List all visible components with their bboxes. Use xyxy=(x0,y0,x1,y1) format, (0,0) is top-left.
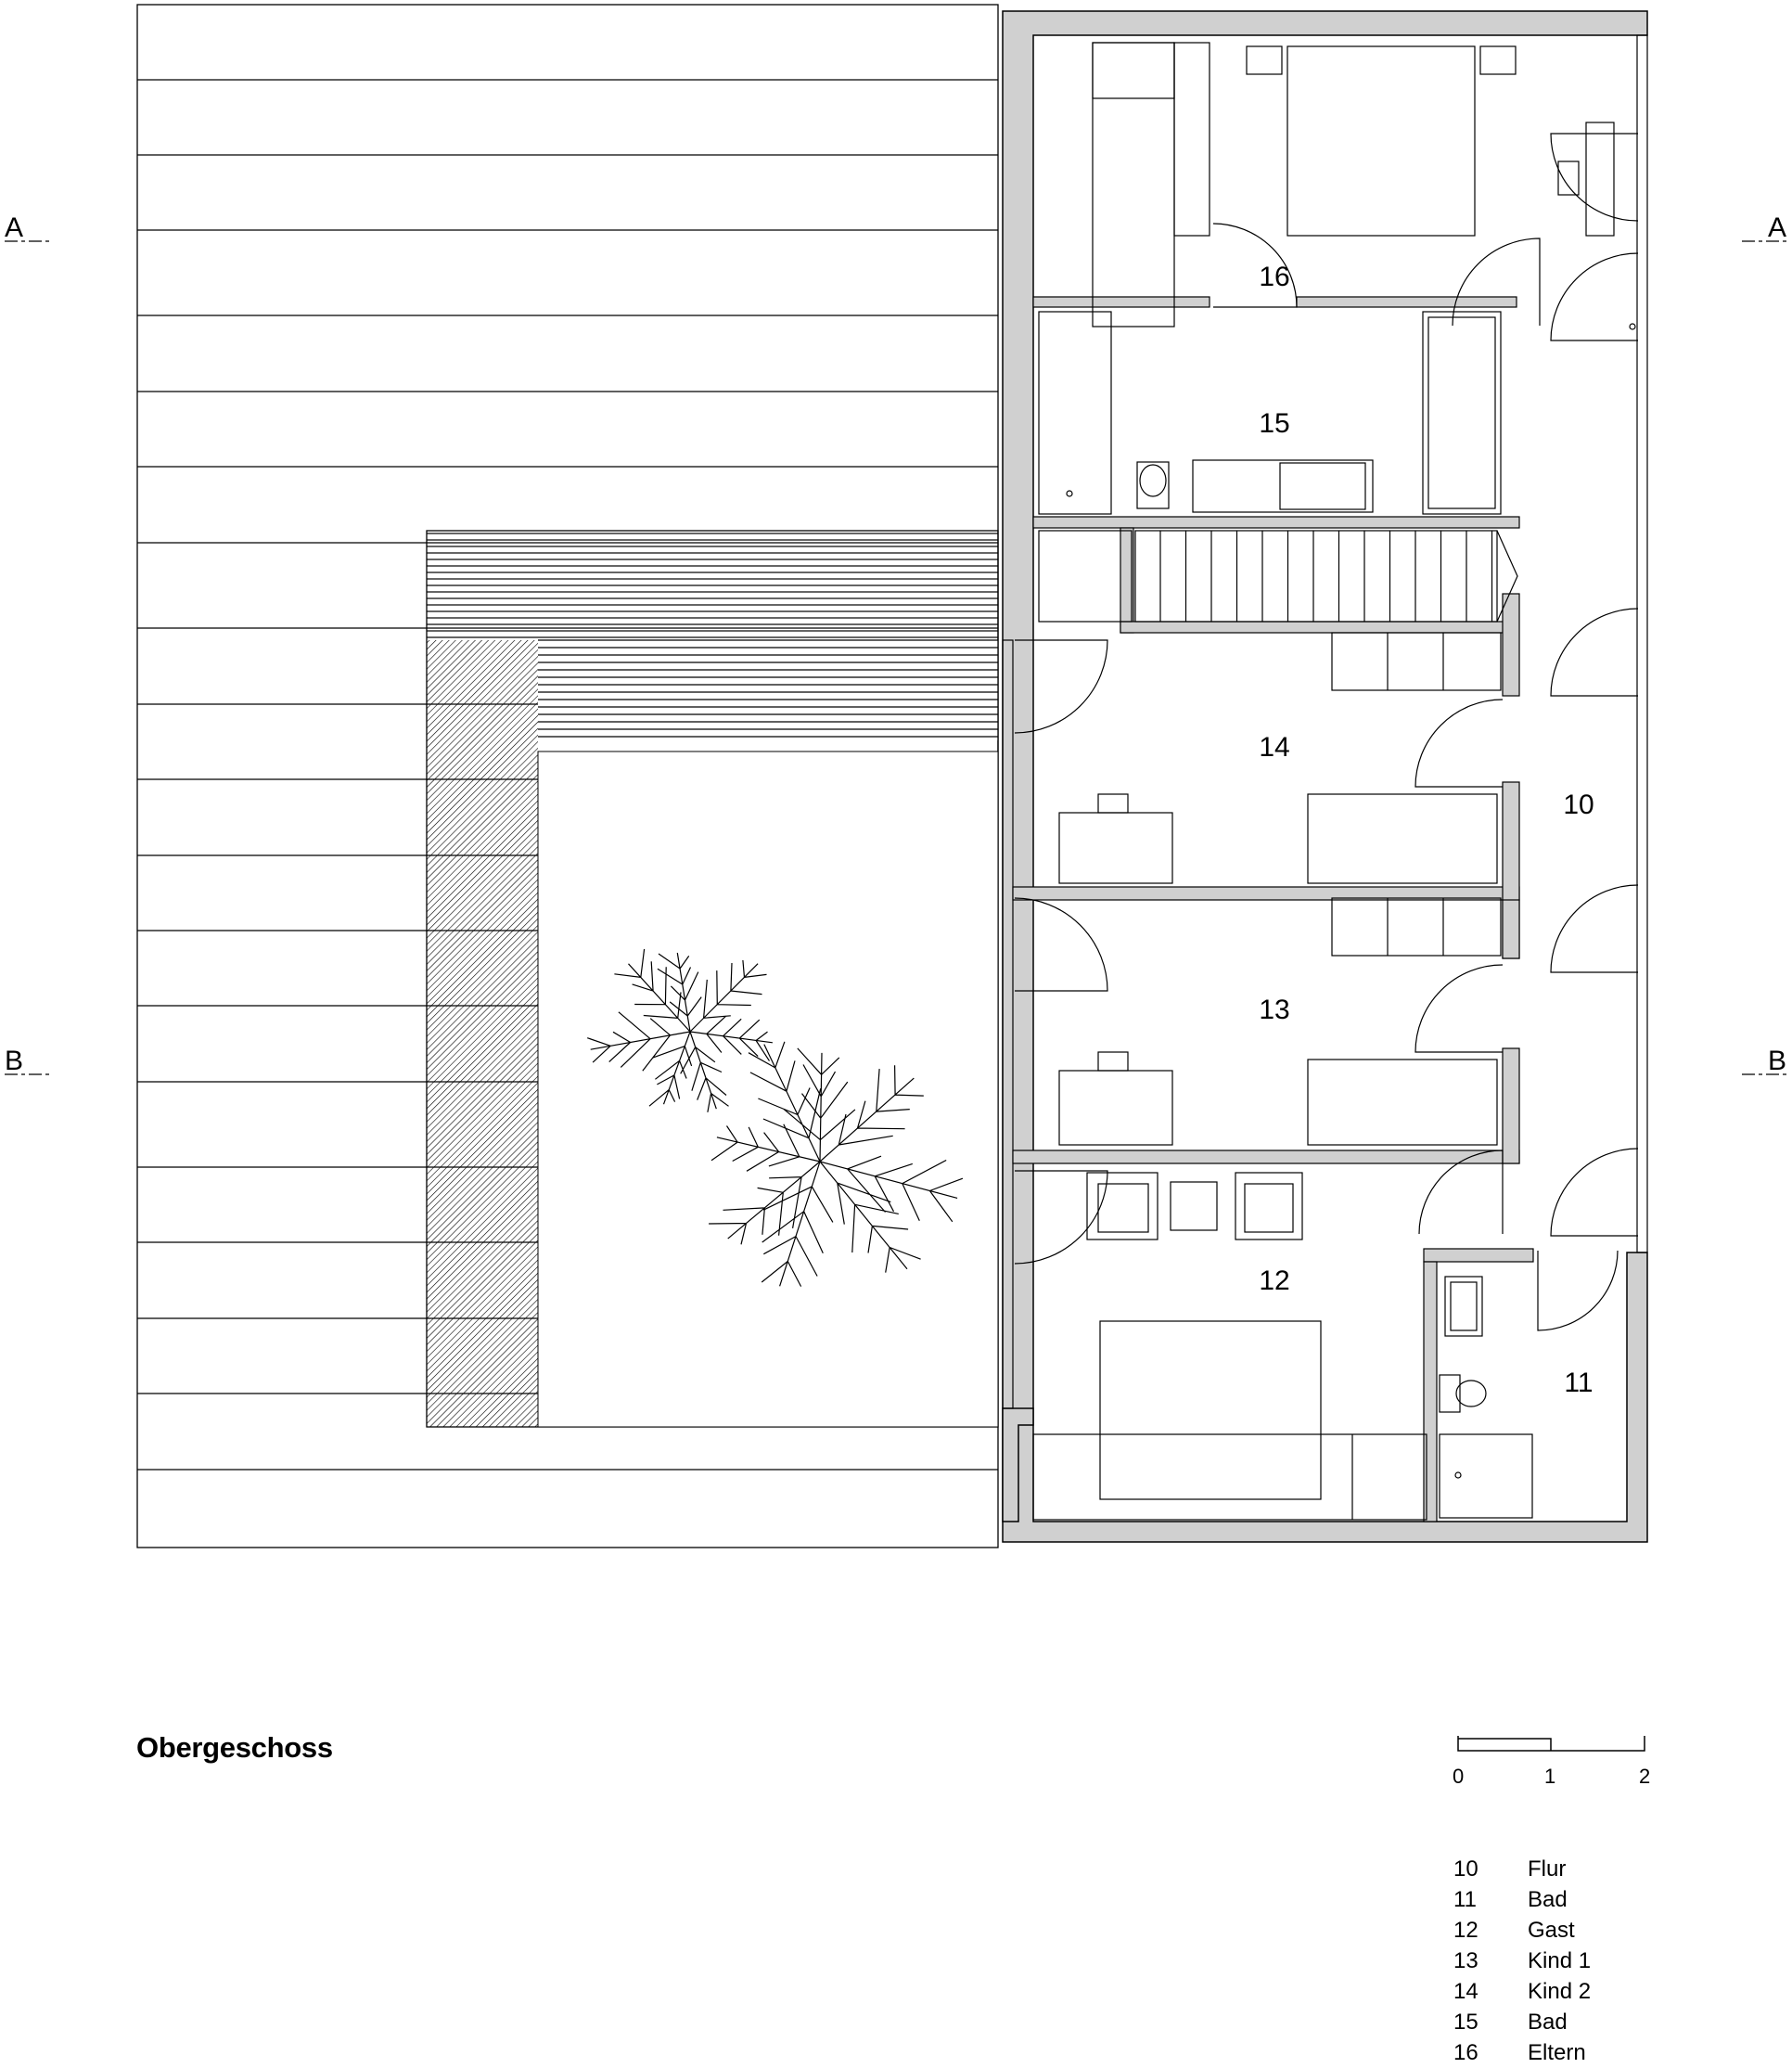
fixture xyxy=(1630,324,1635,329)
armchair-seat xyxy=(1245,1184,1293,1232)
room-number-11: 11 xyxy=(1564,1368,1594,1398)
room-number-16: 16 xyxy=(1259,262,1290,292)
toilet xyxy=(1137,462,1169,508)
room-labels xyxy=(1259,262,1594,1398)
side-table xyxy=(1171,1182,1217,1230)
room-number-13: 13 xyxy=(1259,995,1290,1025)
sideboard xyxy=(1033,1434,1427,1520)
chair xyxy=(1098,794,1128,813)
legend-name: Kind 2 xyxy=(1528,1979,1592,2004)
room-number-14: 14 xyxy=(1259,732,1290,763)
door-swing xyxy=(1415,965,1503,1052)
door-swing xyxy=(1551,1149,1638,1236)
room-number-15: 15 xyxy=(1259,408,1290,439)
chair xyxy=(1098,1052,1128,1071)
wardrobe xyxy=(1174,43,1210,236)
bathtub-inner xyxy=(1428,317,1495,508)
section-marker-b-right: B xyxy=(1768,1046,1787,1076)
legend-name: Gast xyxy=(1528,1918,1575,1943)
desk xyxy=(1059,813,1172,883)
section-marker-b-left: B xyxy=(5,1046,24,1076)
door-swing xyxy=(1551,885,1638,972)
basin xyxy=(1280,463,1365,509)
legend-number: 13 xyxy=(1453,1948,1478,1973)
nightstand xyxy=(1247,46,1282,74)
desk xyxy=(1586,122,1614,236)
legend-number: 10 xyxy=(1453,1856,1478,1882)
legend-name: Eltern xyxy=(1528,2040,1586,2065)
door-swing xyxy=(1415,700,1503,787)
double-bed xyxy=(1100,1321,1321,1499)
courtyard xyxy=(427,531,998,1427)
furniture xyxy=(1033,43,1635,1520)
scale-tick-0: 0 xyxy=(1453,1765,1465,1788)
nightstand xyxy=(1480,46,1516,74)
door-swing xyxy=(1551,609,1638,696)
section-marker-a-left: A xyxy=(5,212,24,243)
toilet-bowl xyxy=(1140,465,1166,496)
legend-name: Bad xyxy=(1528,1887,1568,1912)
legend-number: 11 xyxy=(1453,1887,1477,1912)
legend-row xyxy=(1453,1946,1591,1976)
bathtub-inner xyxy=(1451,1282,1477,1330)
bathtub xyxy=(1423,312,1501,514)
storage xyxy=(1039,531,1132,622)
legend-name: Flur xyxy=(1528,1856,1567,1882)
section-marker-a-right: A xyxy=(1768,212,1787,243)
scale-bar xyxy=(1453,1736,1650,1788)
vanity xyxy=(1193,460,1373,512)
cupboard xyxy=(1332,898,1501,956)
room-number-12: 12 xyxy=(1259,1265,1290,1296)
drain xyxy=(1067,491,1072,496)
legend-number: 14 xyxy=(1453,1979,1478,2004)
bed xyxy=(1308,794,1497,883)
scale-tick-2: 2 xyxy=(1639,1765,1651,1788)
double-bed xyxy=(1287,46,1475,236)
legend-row xyxy=(1453,2037,1591,2068)
cupboard xyxy=(1332,633,1501,690)
door-swing xyxy=(1453,238,1540,326)
chair xyxy=(1558,161,1579,195)
legend-row xyxy=(1453,1915,1591,1946)
door-swing xyxy=(1551,253,1638,340)
door-swing xyxy=(1538,1251,1618,1330)
legend-name: Kind 1 xyxy=(1528,1948,1592,1973)
exterior-walls xyxy=(1003,11,1647,1542)
armchair xyxy=(1235,1173,1302,1240)
shower xyxy=(1039,312,1111,514)
legend-number: 12 xyxy=(1453,1918,1478,1943)
interior-walls xyxy=(1013,297,1533,1522)
legend-number: 15 xyxy=(1453,2010,1478,2035)
staircase xyxy=(1135,531,1517,622)
toilet xyxy=(1440,1375,1460,1412)
scale-tick-1: 1 xyxy=(1544,1765,1556,1788)
shower xyxy=(1440,1434,1532,1518)
room-legend xyxy=(1453,1854,1591,2068)
wardrobe xyxy=(1093,43,1174,98)
legend-row xyxy=(1453,2007,1591,2037)
legend-row xyxy=(1453,1854,1591,1884)
door-swing xyxy=(1551,134,1638,221)
drain xyxy=(1455,1472,1461,1478)
legend-name: Bad xyxy=(1528,2010,1568,2035)
legend-row xyxy=(1453,1884,1591,1915)
drawing-title: Obergeschoss xyxy=(136,1731,333,1764)
desk xyxy=(1059,1071,1172,1145)
legend-number: 16 xyxy=(1453,2040,1478,2065)
legend-row xyxy=(1453,1976,1591,2007)
wardrobe xyxy=(1093,43,1174,327)
room-number-10: 10 xyxy=(1563,790,1594,820)
toilet-bowl xyxy=(1456,1381,1486,1406)
bed xyxy=(1308,1060,1497,1145)
